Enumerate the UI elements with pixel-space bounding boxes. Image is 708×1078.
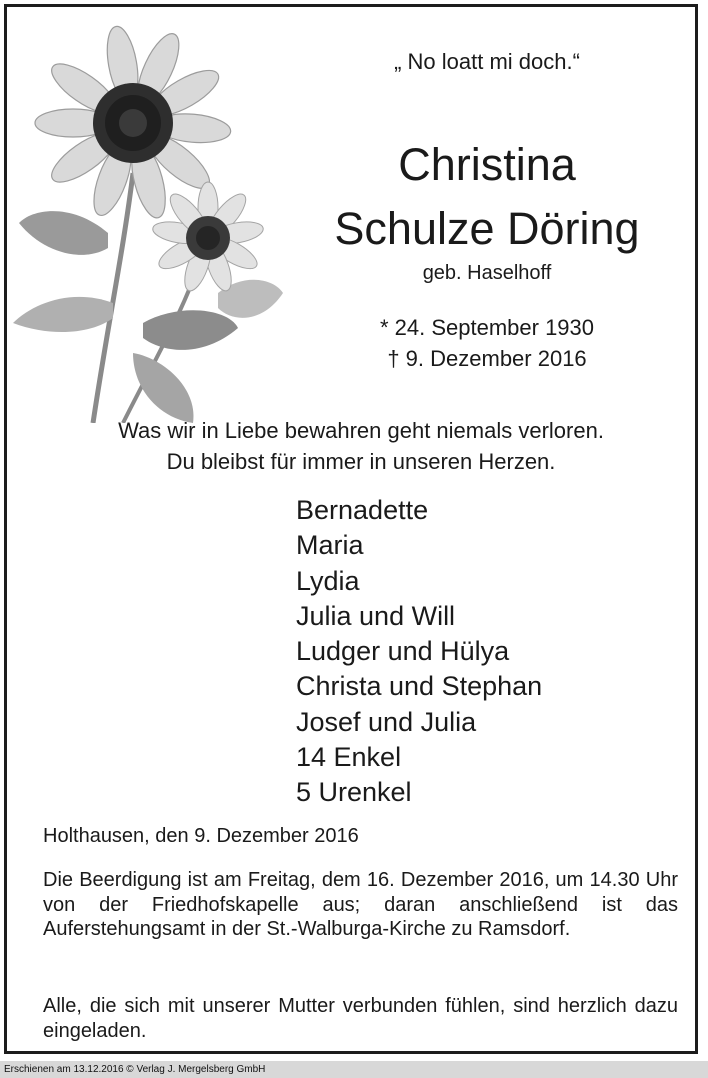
publication-footer: Erschienen am 13.12.2016 © Verlag J. Mergelsberg GmbH <box>0 1061 708 1078</box>
notice-frame <box>4 4 698 1054</box>
invitation-text: Alle, die sich mit unserer Mutter verbunden fühlen, sind herzlich dazu eingeladen. <box>43 995 678 1042</box>
funeral-text: Die Beerdigung ist am Freitag, dem 16. Dezember 2016, um 14.30 Uhr von der Friedhofskapelle aus; daran anschließend ist das Auferstehungsamt in der St.-Walburga-Kirche zu Ramsdorf. <box>43 869 678 940</box>
first-name: Christina <box>398 139 576 190</box>
family-member: Julia und Will <box>296 600 456 631</box>
family-member: Lydia <box>296 565 360 596</box>
family-list <box>296 493 542 811</box>
family-member: 14 Enkel <box>296 742 402 773</box>
family-member: Bernadette <box>296 495 429 525</box>
family-member: Josef und Julia <box>296 706 477 737</box>
family-member: 5 Urenkel <box>296 777 412 808</box>
birth-date: * 24. September 1930 <box>379 315 595 340</box>
quote-line-2: Du bleibst für immer in unseren Herzen. <box>166 449 556 474</box>
family-member: Ludger und Hülya <box>296 636 510 667</box>
death-date: † 9. Dezember 2016 <box>387 346 587 371</box>
last-name: Schulze Döring <box>334 203 640 254</box>
sunflower-illustration-icon <box>13 23 285 423</box>
place-date: Holthausen, den 9. Dezember 2016 <box>43 825 359 847</box>
family-member: Christa und Stephan <box>296 671 543 702</box>
family-member: Maria <box>296 530 364 561</box>
motto: „ No loatt mi doch.“ <box>394 49 580 74</box>
birth-name: geb. Haselhoff <box>422 262 552 284</box>
quote-line-1: Was wir in Liebe bewahren geht niemals verloren. <box>118 418 604 443</box>
